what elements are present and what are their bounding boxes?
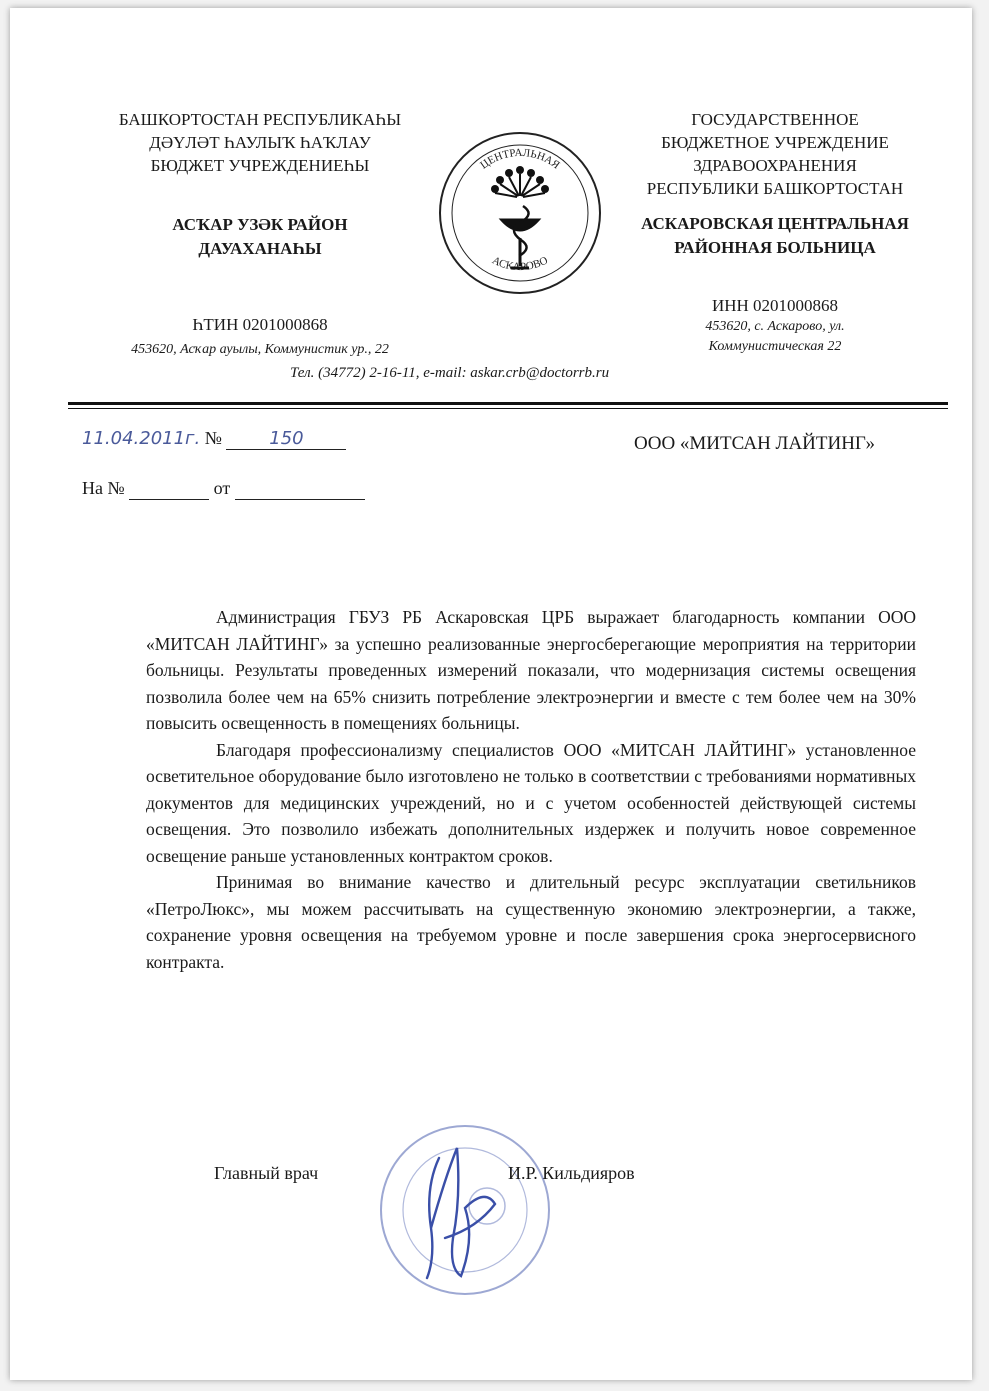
from-label: от (213, 478, 231, 498)
address-line: Коммунистическая 22 (708, 339, 842, 354)
header-rule (68, 402, 948, 405)
reply-number-blank (129, 478, 209, 500)
inn-right: ИНН 0201000868 (711, 296, 839, 315)
emblem-arc-bottom: АСКАРОВО (490, 254, 550, 274)
hospital-emblem (435, 128, 605, 298)
contacts-line: Тел. (34772) 2-16-11, e-mail: askar.crb@doctorrb.ru (290, 365, 610, 381)
paragraph: Администрация ГБУЗ РБ Аскаровская ЦРБ выражает благодарность компании ООО «МИТСАН ЛАЙТИНГ» за успешно реализованные энергосберегающие мероприятия на территории больницы. Результаты проведенных измерений показали, что модернизация системы освещения позволила более чем на 65% снизить потребление электроэнергии и вместе с тем более чем на 30% повысить освещенность в помещениях больницы. (146, 607, 916, 733)
emblem-arc-top: ЦЕНТРАЛЬНАЯ (478, 146, 562, 172)
signatory-name: И.Р. Кильдияров (508, 1163, 635, 1183)
paragraph: Благодаря профессионализму специалистов ООО «МИТСАН ЛАЙТИНГ» установленное осветительное оборудование было изготовлено не только в соответствии с требованиями нормативных документов для медицинских учреждений, но и с учетом особенностей действующей системы освещения. Это позволило избежать дополнительных издержек и получить новое современное освещение раньше установленных контрактом сроков. (146, 739, 916, 866)
paragraph: Принимая во внимание качество и длительный ресурс эксплуатации светильников «ПетроЛюкс», мы можем рассчитывать на существенную экономию электроэнергии, а также, сохранение уровня освещения на требуемом уровне и после завершения срока энергосервисного контракта. (146, 872, 916, 972)
reply-label: На № (82, 478, 125, 498)
org-name-line: АСҠАР УЗӘК РАЙОН (172, 215, 348, 234)
stamp-emblem-icon (469, 1188, 505, 1224)
org-line: БАШКОРТОСТАН РЕСПУБЛИКАҺЫ (118, 110, 402, 129)
header-left (80, 108, 440, 360)
official-stamp (365, 1118, 565, 1298)
org-name-line: АСКАРОВСКАЯ ЦЕНТРАЛЬНАЯ (641, 214, 909, 233)
addressee: ООО «МИТСАН ЛАЙТИНГ» (634, 433, 875, 454)
org-name (610, 212, 940, 260)
outgoing-date: 11.04.2011г. (82, 428, 201, 449)
org-line: РЕСПУБЛИКИ БАШКОРТОСТАН (646, 179, 904, 198)
flower-icon (491, 166, 549, 197)
org-line: БЮДЖЕТ УЧРЕЖДЕНИЕҺЫ (150, 156, 370, 175)
org-line: ЗДРАВООХРАНЕНИЯ (693, 156, 857, 175)
org-line: БЮДЖЕТНОЕ УЧРЕЖДЕНИЕ (661, 133, 889, 152)
reply-date-blank (235, 478, 365, 500)
org-name-line: РАЙОННАЯ БОЛЬНИЦА (674, 238, 876, 257)
number-label: № (204, 428, 222, 448)
header-rule-thin (68, 408, 948, 409)
address-right (610, 317, 940, 357)
signatory-title: Главный врач (214, 1163, 319, 1183)
outgoing-reference (82, 428, 346, 450)
header-right (610, 108, 940, 357)
org-name-line: ДАУАХАНАҺЫ (198, 239, 322, 258)
bowl-of-hygieia-icon (502, 206, 538, 268)
signature-icon (427, 1148, 495, 1278)
reply-reference (82, 478, 365, 500)
inn-left: ҺТИН 0201000868 (192, 315, 328, 334)
address-line: 453620, с. Аскарово, ул. (705, 319, 845, 334)
address-left: 453620, Асҡар ауылы, Коммунистик ур., 22 (131, 342, 389, 357)
org-line: ГОСУДАРСТВЕННОЕ (691, 110, 859, 129)
org-name (80, 213, 440, 261)
outgoing-number: 150 (226, 428, 346, 450)
letter-body (146, 604, 916, 975)
letter-sheet (10, 8, 972, 1380)
org-line: ДӘҮЛӘТ ҺАУЛЫҠ ҺАҠЛАУ (149, 133, 371, 152)
